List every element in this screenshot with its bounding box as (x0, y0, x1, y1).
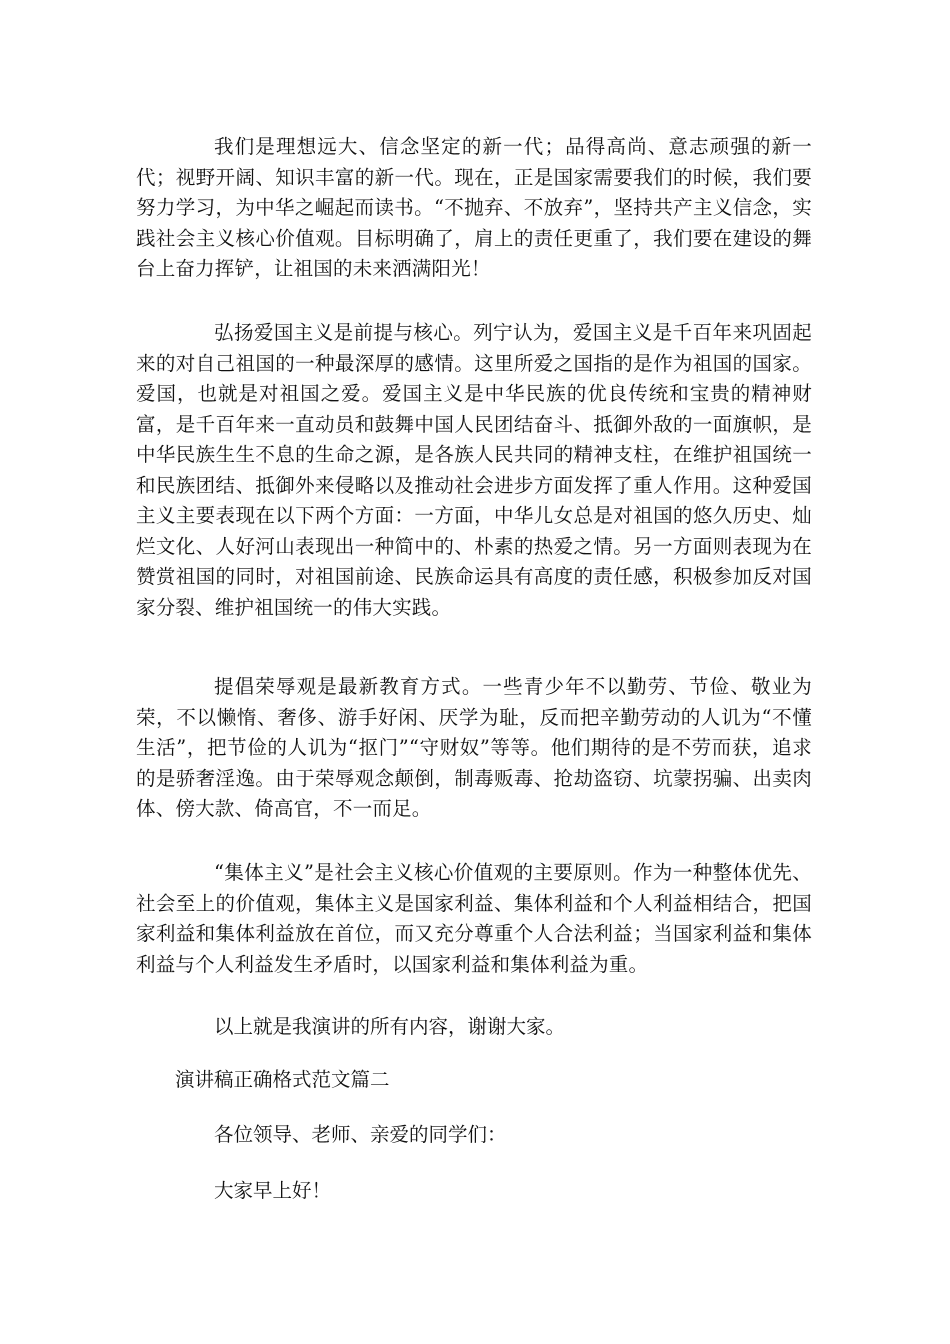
paragraph-honor-disgrace: 提倡荣辱观是最新教育方式。一些青少年不以勤劳、节俭、敬业为荣，不以懒惰、奢侈、游手好闲、厌学为耻，反而把辛勤劳动的人讥为“不懂生活”，把节俭的人讥为“抠门”“守财奴”等等。他们期待的是不劳而获，追求的是骄奢淫逸。由于荣辱观念颠倒，制毒贩毒、抢劫盗窃、坑蒙拐骗、出卖肉体、傍大款、倚高官，不一而足。 (136, 675, 812, 820)
paragraph-collectivism: “集体主义”是社会主义核心价值观的主要原则。作为一种整体优先、社会至上的价值观，集体主义是国家利益、集体利益和个人利益相结合，把国家利益和集体利益放在首位，而又充分尊重个人合法利益；当国家利益和集体利益与个人利益发生矛盾时，以国家利益和集体利益为重。 (136, 861, 812, 976)
greeting-line: 大家早上好！ (214, 1179, 332, 1202)
paragraph-patriotism: 弘扬爱国主义是前提与核心。列宁认为，爱国主义是千百年来巩固起来的对自己祖国的一种最深厚的感情。这里所爱之国指的是作为祖国的国家。爱国，也就是对祖国之爱。爱国主义是中华民族的优良传统和宝贵的精神财富，是千百年来一直动员和鼓舞中国人民团结奋斗、抵御外敌的一面旗帜，是中华民族生生不息的生命之源，是各族人民共同的精神支柱，在维护祖国统一和民族团结、抵御外来侵略以及推动社会进步方面发挥了重人作用。这种爱国主义主要表现在以下两个方面：一方面，中华儿女总是对祖国的悠久历史、灿烂文化、人好河山表现出一种简中的、朴素的热爱之情。另一方面则表现为在赞赏祖国的同时，对祖国前途、民族命运具有高度的责任感，积极参加反对国家分裂、维护祖国统一的伟大实践。 (136, 321, 812, 619)
paragraph-new-generation: 我们是理想远大、信念坚定的新一代；品得高尚、意志顽强的新一代；视野开阔、知识丰富的新一代。现在，正是国家需要我们的时候，我们要努力学习，为中华之崛起而读书。“不抛弃、不放弃”，坚持共产主义信念，实践社会主义核心价值观。目标明确了，肩上的责任更重了，我们要在建设的舞台上奋力挥铲，让祖国的未来洒满阳光！ (136, 135, 812, 280)
salutation-line: 各位领导、老师、亲爱的同学们： (214, 1123, 507, 1146)
closing-line: 以上就是我演讲的所有内容，谢谢大家。 (214, 1015, 566, 1038)
section-heading: 演讲稿正确格式范文篇二 (175, 1068, 390, 1091)
